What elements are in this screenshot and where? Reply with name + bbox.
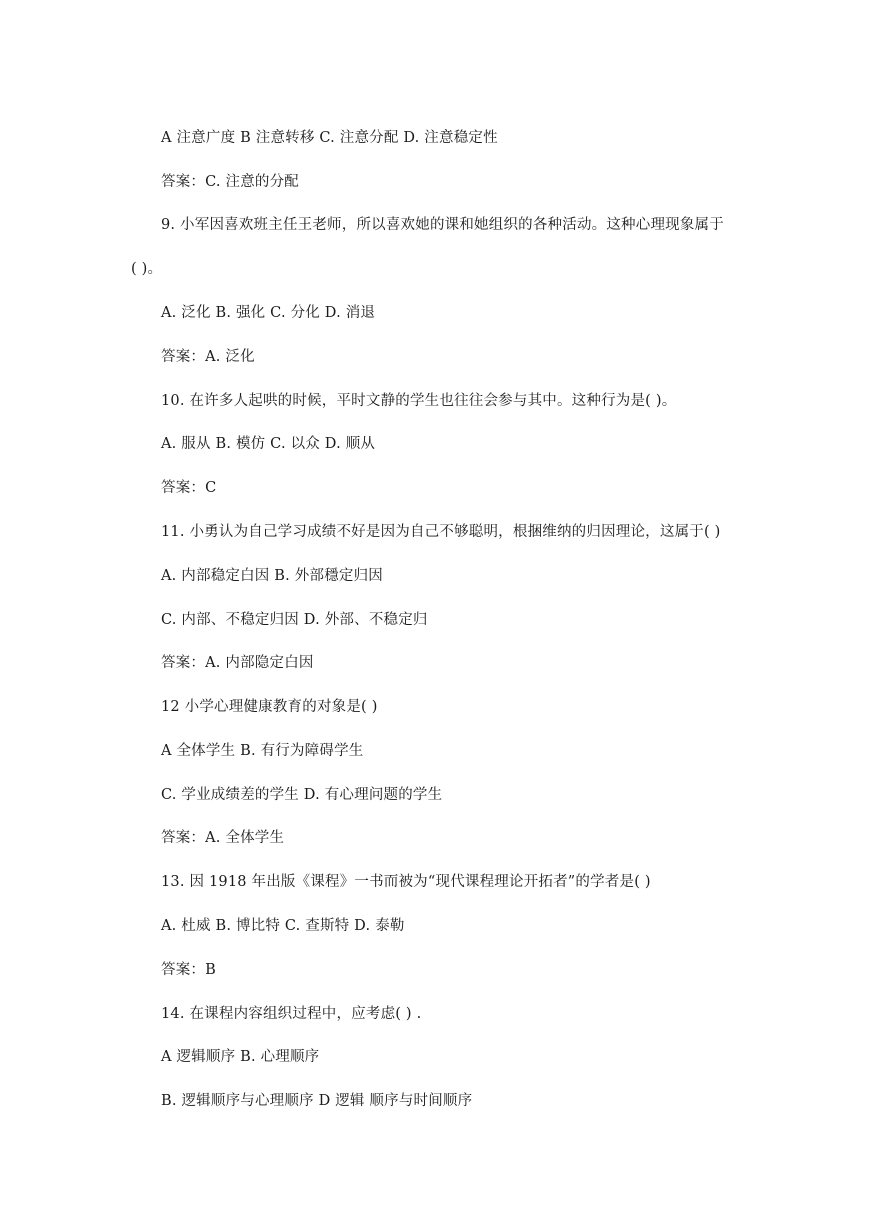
- question-9-options: A. 泛化 B. 强化 C. 分化 D. 消退: [161, 305, 376, 321]
- question-13-answer: 答案：B: [161, 962, 216, 978]
- question-9-answer: 答案：A. 泛化: [161, 349, 255, 365]
- question-10-answer: 答案：C: [161, 480, 217, 496]
- question-14-stem: 14. 在课程内容组织过程中，应考虑( ) .: [161, 1006, 422, 1022]
- question-8-answer: 答案：C. 注意的分配: [161, 174, 299, 190]
- question-14-options-cd: B. 逻辑顺序与心理顺序 D 逻辑 顺序与时间顺序: [161, 1093, 473, 1109]
- question-13-stem: 13. 因 1918 年出版《课程》一书而被为“现代课程理论开拓者”的学者是( ): [161, 874, 651, 890]
- question-12-answer: 答案：A. 全体学生: [161, 830, 285, 846]
- question-10-stem: 10. 在许多人起哄的时候，平时文静的学生也往往会参与其中。这种行为是( )。: [161, 393, 677, 409]
- question-9-stem-continued: ( )。: [131, 261, 163, 277]
- question-10-options: A. 服从 B. 模仿 C. 以众 D. 顺从: [161, 436, 376, 452]
- question-12-options-cd: C. 学业成绩差的学生 D. 有心理问题的学生: [161, 787, 443, 803]
- question-11-answer: 答案：A. 内部隐定白因: [161, 655, 314, 671]
- question-11-options-ab: A. 内部稳定白因 B. 外部穩定归因: [161, 568, 383, 584]
- question-8-options: A 注意广度 B 注意转移 C. 注意分配 D. 注意稳定性: [161, 130, 498, 146]
- question-14-options-ab: A 逻辑顺序 B. 心理顺序: [161, 1049, 320, 1065]
- question-12-stem: 12 小学心理健康教育的对象是( ): [161, 699, 378, 715]
- question-11-options-cd: C. 内部、不稳定归因 D. 外部、不稳定归: [161, 612, 428, 628]
- question-12-options-ab: A 全体学生 B. 有行为障碍学生: [161, 743, 364, 759]
- question-13-options: A. 杜威 B. 博比特 C. 查斯特 D. 泰勒: [161, 918, 405, 934]
- question-9-stem: 9. 小军因喜欢班主任王老师，所以喜欢她的课和她组织的各种活动。这种心理现象属于: [161, 217, 724, 233]
- question-11-stem: 11. 小勇认为自己学习成绩不好是因为自己不够聪明，根捆维纳的归因理论，这属于( ): [161, 524, 721, 540]
